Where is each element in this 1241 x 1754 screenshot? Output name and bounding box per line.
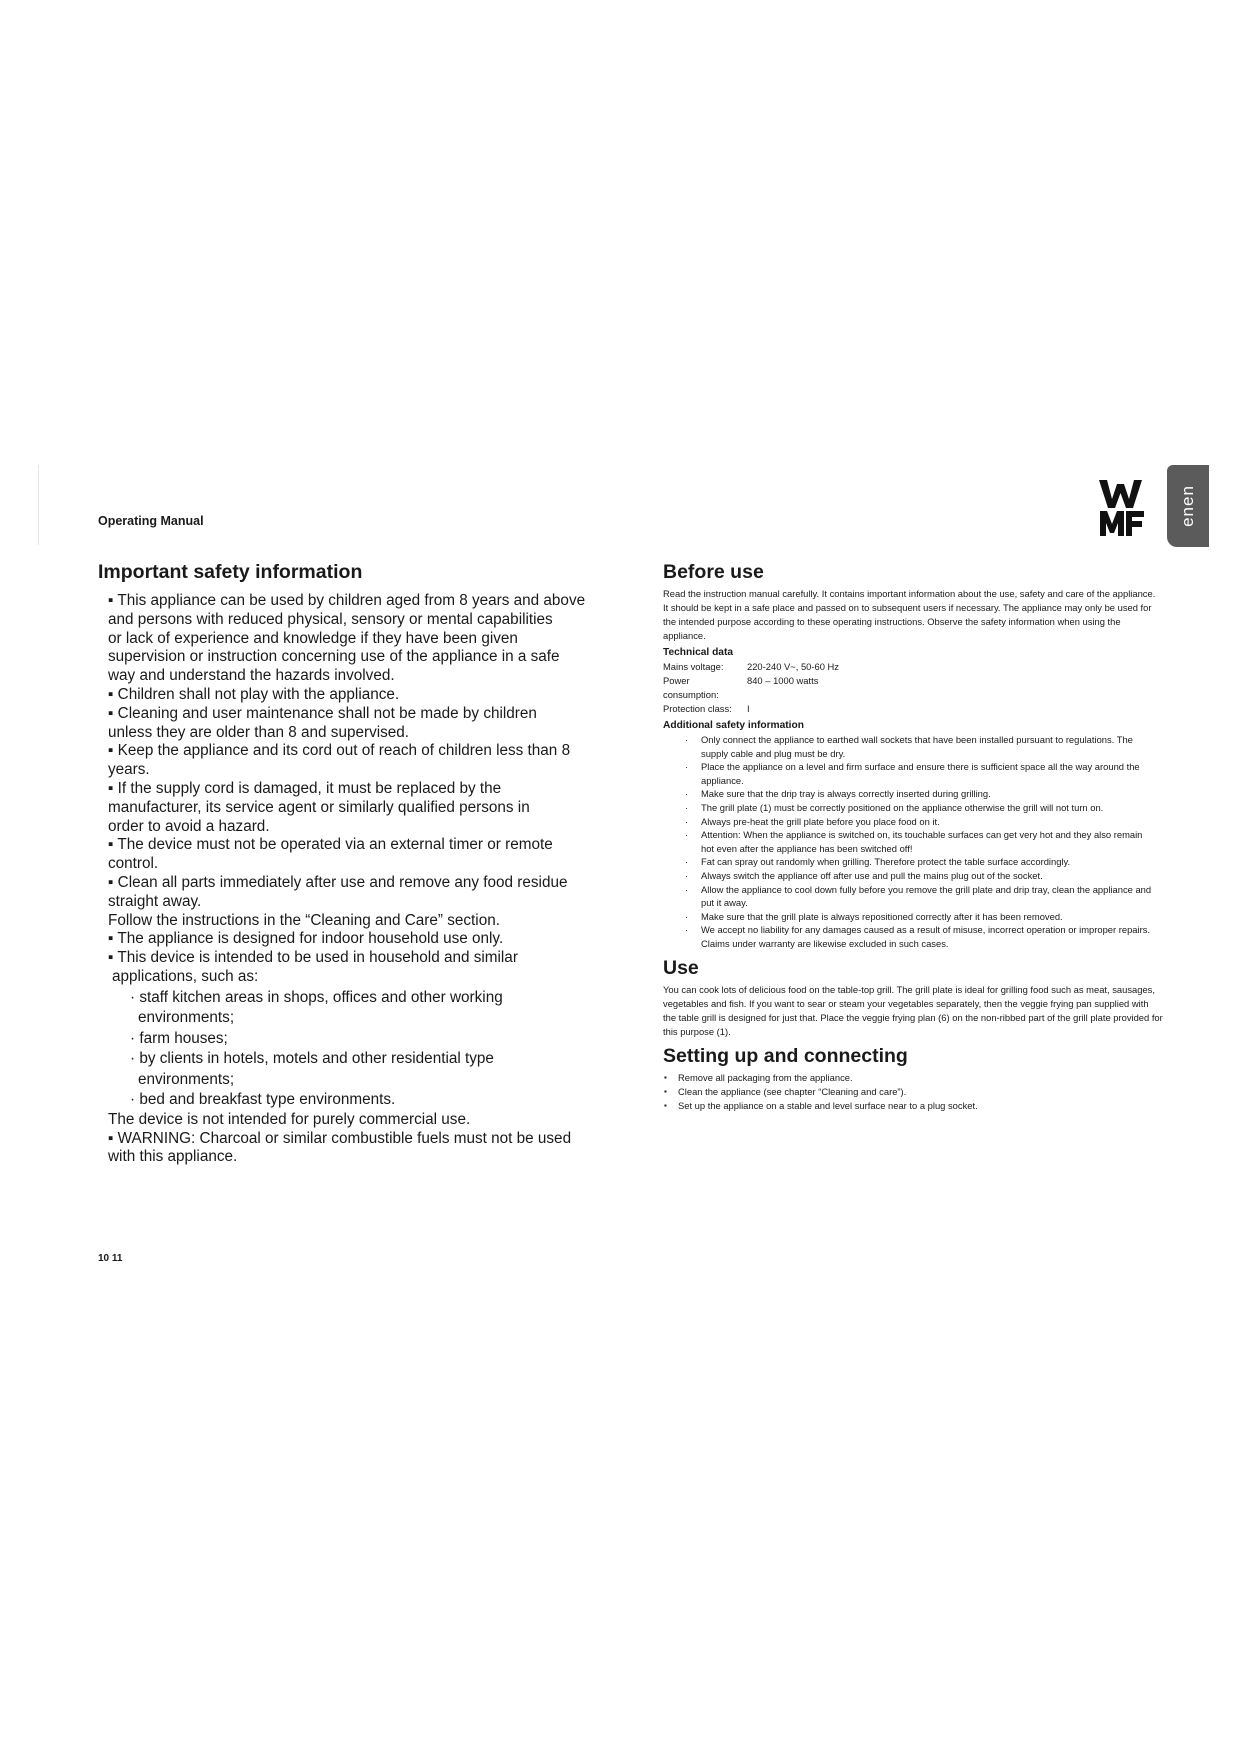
page-numbers: 10 11 bbox=[98, 1253, 123, 1264]
safety-line: ▪ This appliance can be used by children aged from 8 years and above bbox=[108, 592, 586, 609]
list-item: · Allow the appliance to cool down fully before you remove the grill plate and drip tray, clean the appliance and put it away. bbox=[701, 883, 1163, 910]
safety-line: manufacturer, its service agent or similarly qualified persons in bbox=[108, 798, 530, 816]
safety-line: ▪ The appliance is designed for indoor household use only. bbox=[108, 930, 504, 948]
list-item: · Always pre-heat the grill plate before you place food on it. bbox=[701, 815, 1163, 829]
tech-key: Power consumption: bbox=[663, 675, 719, 700]
usage-sub-item: · staff kitchen areas in shops, offices and other working bbox=[130, 988, 503, 1006]
list-item: · The grill plate (1) must be correctly positioned on the appliance otherwise the grill will not turn on. bbox=[701, 801, 1163, 815]
language-tab-label: enen bbox=[1178, 485, 1197, 527]
tech-value: 840 – 1000 watts bbox=[747, 675, 819, 686]
safety-line: ▪ Children shall not play with the appliance. bbox=[108, 685, 400, 703]
right-column bbox=[663, 561, 1163, 1113]
tech-key: Mains voltage: bbox=[663, 661, 724, 672]
list-item: ▪ Clean the appliance (see chapter “Cleaning and care”). bbox=[678, 1085, 1163, 1099]
safety-line: ▪ If the supply cord is damaged, it must be replaced by the bbox=[108, 779, 502, 797]
tech-key: Protection class: bbox=[663, 703, 732, 714]
list-item: ▪ Set up the appliance on a stable and level surface near to a plug socket. bbox=[678, 1099, 1163, 1113]
safety-line: ▪ Cleaning and user maintenance shall not be made by children bbox=[108, 704, 537, 722]
safety-line: and persons with reduced physical, sensory or mental capabilities bbox=[108, 610, 553, 628]
safety-line: ▪ WARNING: Charcoal or similar combustible fuels must not be used bbox=[108, 1129, 572, 1147]
setup-title: Setting up and connecting bbox=[663, 1044, 908, 1067]
header-label: Operating Manual bbox=[98, 514, 204, 528]
tech-value: 220-240 V~, 50-60 Hz bbox=[747, 661, 839, 672]
before-use-intro: Read the instruction manual carefully. It contains important information about the use, safety and care of the appliance. It should be kept in a safe place and passed on to subsequent users if necessary. The appliance may only be used for the intended purpose according to these operating instructions. Observe the safety information when using the appliance. bbox=[663, 588, 1156, 641]
safety-line: supervision or instruction concerning use of the appliance in a safe bbox=[108, 648, 560, 666]
usage-sub-item-cont: environments; bbox=[138, 1009, 235, 1027]
use-title: Use bbox=[663, 956, 699, 979]
usage-sub-item: · bed and breakfast type environments. bbox=[130, 1091, 396, 1109]
safety-line: years. bbox=[108, 761, 150, 779]
wmf-logo bbox=[1099, 480, 1145, 536]
list-item: · Attention: When the appliance is switched on, its touchable surfaces can get very hot and they also remain hot even after the appliance has been switched off! bbox=[701, 828, 1163, 855]
safety-line: applications, such as: bbox=[112, 967, 259, 985]
safety-line: Follow the instructions in the “Cleaning and Care” section. bbox=[108, 911, 500, 929]
safety-line: or lack of experience and knowledge if they have been given bbox=[108, 629, 518, 647]
tech-row bbox=[663, 702, 1163, 716]
safety-line: ▪ Clean all parts immediately after use and remove any food residue bbox=[108, 873, 568, 891]
safety-line: ▪ This device is intended to be used in household and similar bbox=[108, 949, 518, 967]
tech-row bbox=[663, 674, 1163, 702]
list-item: · Only connect the appliance to earthed wall sockets that have been installed pursuant to regulations. The supply cable and plug must be dry. bbox=[701, 733, 1163, 760]
additional-safety-title: Additional safety information bbox=[663, 720, 804, 731]
list-item: · We accept no liability for any damages caused as a result of misuse, incorrect operation or improper repairs. Claims under warranty are likewise excluded in such cases. bbox=[701, 923, 1163, 950]
safety-line: with this appliance. bbox=[108, 1148, 238, 1166]
list-item: · Always switch the appliance off after use and pull the mains plug out of the socket. bbox=[701, 869, 1163, 883]
usage-sub-item: · farm houses; bbox=[130, 1029, 228, 1047]
technical-data-title: Technical data bbox=[663, 647, 734, 658]
safety-line: order to avoid a hazard. bbox=[108, 817, 270, 835]
safety-line: way and understand the hazards involved. bbox=[108, 667, 395, 685]
before-use-title: Before use bbox=[663, 561, 764, 583]
list-item: ▪ Remove all packaging from the appliance. bbox=[678, 1071, 1163, 1085]
list-item: · Place the appliance on a level and firm surface and ensure there is sufficient space all the way around the appliance. bbox=[701, 760, 1163, 787]
language-tab[interactable] bbox=[1167, 465, 1209, 547]
additional-safety-list bbox=[663, 733, 1163, 951]
safety-section bbox=[98, 561, 638, 1167]
safety-line: The device is not intended for purely commercial use. bbox=[108, 1110, 471, 1128]
safety-line: unless they are older than 8 and supervised. bbox=[108, 723, 410, 741]
safety-line: straight away. bbox=[108, 892, 202, 910]
usage-sub-item-cont: environments; bbox=[138, 1070, 235, 1088]
safety-line: ▪ The device must not be operated via an external timer or remote bbox=[108, 836, 553, 854]
setup-list bbox=[663, 1071, 1163, 1113]
safety-title: Important safety information bbox=[98, 561, 363, 583]
use-text: You can cook lots of delicious food on the table-top grill. The grill plate is ideal for grilling food such as meat, sausages, vegetables and fish. If you want to sear or steam your vegetables separately, then the veggie frying pan supplied with the table grill is designed for just that. Place the veggie frying plan (6) on the non-ribbed part of the grill plate provided for this purpose (1). bbox=[663, 983, 1163, 1037]
safety-line: ▪ Keep the appliance and its cord out of reach of children less than 8 bbox=[108, 742, 571, 760]
list-item: · Make sure that the grill plate is always repositioned correctly after it has been removed. bbox=[701, 910, 1163, 924]
list-item: · Make sure that the drip tray is always correctly inserted during grilling. bbox=[701, 787, 1163, 801]
list-item: · Fat can spray out randomly when grilling. Therefore protect the table surface accordingly. bbox=[701, 855, 1163, 869]
usage-sub-item: · by clients in hotels, motels and other residential type bbox=[130, 1050, 494, 1068]
tech-row bbox=[663, 660, 1163, 674]
margin-rule bbox=[38, 465, 39, 545]
tech-value: I bbox=[747, 703, 750, 714]
safety-line: control. bbox=[108, 855, 159, 873]
